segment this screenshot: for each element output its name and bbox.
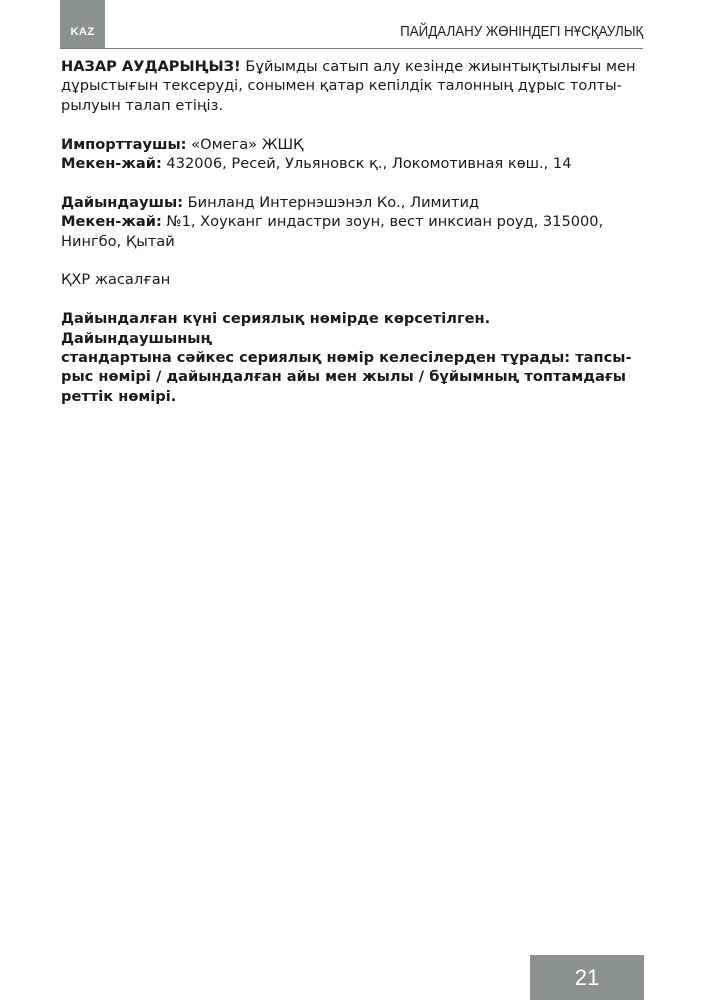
manufacturer-address: №1, Хоуканг индастри зоун, вест инксиан роуд, 315000, [161,213,604,231]
manufacturer-paragraph [61,193,645,251]
serial-note-paragraph [61,309,645,406]
importer-paragraph [61,135,645,174]
notice-text: дұрыстығын тексеруді, сонымен қатар кепілдік талонның дұрыс толты- [61,77,622,95]
manufacturer-address-label: Мекен-жай: [61,213,162,231]
notice-label: НАЗАР АУДАРЫҢЫЗ! [61,58,241,75]
serial-note-text: Дайындалған күні сериялық нөмірде көрсетілген. Дайындаушының [61,310,491,347]
origin-text: ҚХР жасалған [61,271,171,289]
page-header-title: ПАЙДАЛАНУ ЖӨНІНДЕГІ НҰСҚАУЛЫҚ [399,24,643,40]
page-content [61,57,645,406]
serial-note-text: рыс нөмірі / дайындалған айы мен жылы / бұйымның топтамдағы [61,368,626,386]
importer-label: Импорттаушы: [61,135,187,153]
importer-name: «Омега» ЖШҚ [186,135,304,153]
manufacturer-name: Бинланд Интернэшэнэл Ко., Лимитид [183,193,480,211]
notice-text: рылуын талап етіңіз. [61,96,223,114]
notice-text: Бұйымды сатып алу кезінде жиынтықтылығы мен [240,58,636,75]
manufacturer-address: Нингбо, Қытай [61,232,175,250]
header-divider [60,48,643,49]
serial-note-text: реттік нөмірі. [61,387,177,405]
serial-note-text: стандартына сәйкес сериялық нөмір келесілерден тұрады: тапсы- [61,349,632,367]
importer-address-label: Мекен-жай: [61,155,162,173]
notice-paragraph [61,57,645,115]
importer-address: 432006, Ресей, Ульяновск қ., Локомотивная көш., 14 [161,155,572,173]
manufacturer-label: Дайындаушы: [61,193,184,211]
language-tab: KAZ [60,0,105,48]
page-number: 21 [530,955,644,1000]
